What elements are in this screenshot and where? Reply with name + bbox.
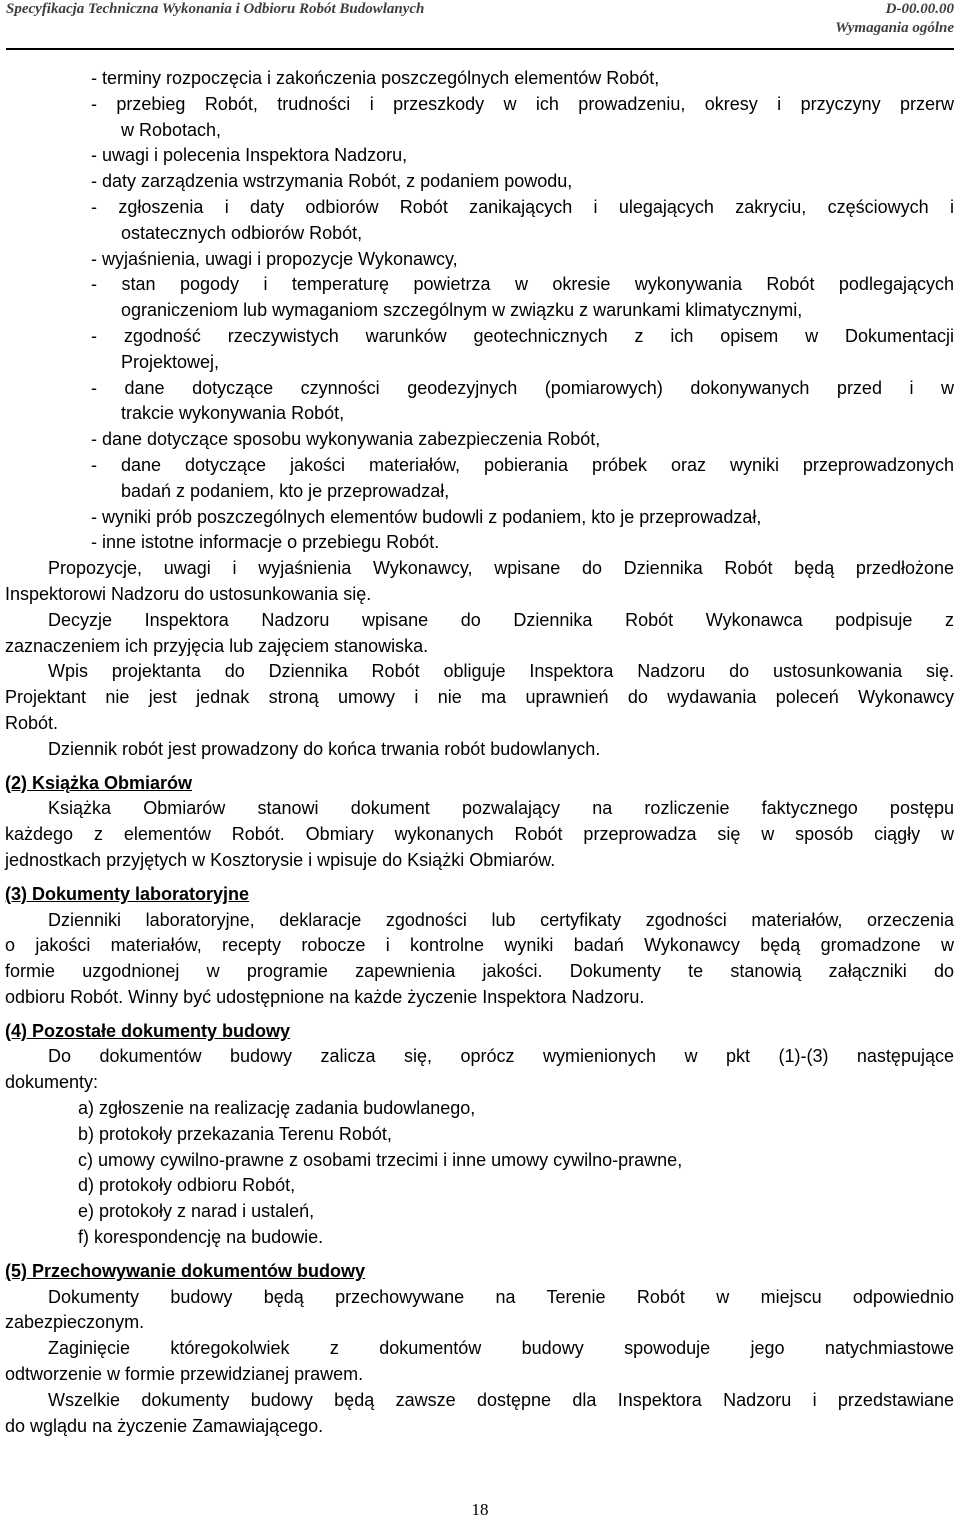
section-line: Do dokumentów budowy zalicza się, oprócz wymienionych w pkt (1)-(3) następujące — [48, 1046, 954, 1067]
section-line: odbioru Robót. Winny być udostępnione na każde życzenie Inspektora Nadzoru. — [5, 986, 645, 1007]
section-przechowywanie — [5, 1259, 954, 1440]
paragraph-line: Propozycje, uwagi i wyjaśnienia Wykonawcy, wpisane do Dziennika Robót będą przedłożone — [48, 558, 954, 579]
header-subtitle: Wymagania ogólne — [835, 20, 954, 36]
list-item: c) umowy cywilno-prawne z osobami trzecimi i inne umowy cywilno-prawne, — [78, 1149, 683, 1170]
paragraph-line: Wpis projektanta do Dziennika Robót obliguje Inspektora Nadzoru do ustosunkowania się. — [48, 661, 954, 682]
bullet-line: - zgłoszenia i daty odbiorów Robót zanikających i ulegających zakryciu, częściowych i — [91, 196, 954, 217]
bullet-line: - uwagi i polecenia Inspektora Nadzoru, — [91, 145, 408, 166]
section-heading: (5) Przechowywanie dokumentów budowy — [5, 1260, 366, 1281]
section-heading: (4) Pozostałe dokumenty budowy — [5, 1020, 291, 1041]
list-item: d) protokoły odbioru Robót, — [78, 1175, 296, 1196]
section-line: formie uzgodnionej w programie zapewnienia jakości. Dokumenty te stanowią załączniki do — [5, 961, 954, 982]
paragraph-line: Dziennik robót jest prowadzony do końca trwania robót budowlanych. — [48, 738, 601, 759]
bullet-line: - stan pogody i temperaturę powietrza w okresie wykonywania Robót podlegających — [91, 274, 954, 295]
bullet-line: - wyniki prób poszczególnych elementów budowli z podaniem, kto je przeprowadzał, — [91, 506, 762, 527]
section-line: Zaginięcie któregokolwiek z dokumentów budowy spowoduje jego natychmiastowe — [48, 1338, 954, 1359]
section-line: dokumenty: — [5, 1072, 99, 1093]
bullet-line: badań z podaniem, kto je przeprowadzał, — [121, 480, 450, 501]
bullet-line: w Robotach, — [121, 119, 222, 140]
bullet-line: - dane dotyczące sposobu wykonywania zabezpieczenia Robót, — [91, 429, 601, 450]
section-line: do wglądu na życzenie Zamawiającego. — [5, 1415, 324, 1436]
document-body — [5, 66, 954, 1439]
page-number: 18 — [471, 1500, 489, 1519]
section-pozostale-dokumenty — [5, 1019, 954, 1251]
bullet-line: ograniczeniom lub wymaganiom szczególnym w związku z warunkami klimatycznymi, — [121, 300, 803, 321]
list-item: a) zgłoszenie na realizację zadania budowlanego, — [78, 1098, 476, 1119]
section-heading: (3) Dokumenty laboratoryjne — [5, 883, 250, 904]
section-heading: (2) Książka Obmiarów — [5, 772, 193, 793]
section-dokumenty-laboratoryjne — [5, 882, 954, 1011]
paragraph-line: Decyzje Inspektora Nadzoru wpisane do Dziennika Robót Wykonawca podpisuje z — [48, 609, 954, 630]
section-line: o jakości materiałów, recepty robocze i kontrolne wyniki badań Wykonawcy będą gromadzone w — [5, 935, 954, 956]
section-line: zabezpieczonym. — [5, 1312, 145, 1333]
bullet-line: - terminy rozpoczęcia i zakończenia poszczególnych elementów Robót, — [91, 68, 660, 88]
bullet-line: trakcie wykonywania Robót, — [121, 403, 345, 424]
paragraph-line: Projektant nie jest jednak stroną umowy i nie ma uprawnień do wydawania poleceń Wykonawcy — [5, 687, 954, 708]
page-header — [6, 0, 954, 50]
bullet-line: - dane dotyczące jakości materiałów, pobierania próbek oraz wyniki przeprowadzonych — [91, 454, 954, 475]
bullet-line: - zgodność rzeczywistych warunków geotechnicznych z ich opisem w Dokumentacji — [91, 325, 954, 346]
bullet-line: ostatecznych odbiorów Robót, — [121, 222, 363, 243]
section-line: Książka Obmiarów stanowi dokument pozwalający na rozliczenie faktycznego postępu — [48, 798, 954, 819]
paragraph-line: zaznaczeniem ich przyjęcia lub zajęciem stanowiska. — [5, 635, 429, 656]
bullet-line: - dane dotyczące czynności geodezyjnych (pomiarowych) dokonywanych przed i w — [91, 377, 954, 398]
section-line: odtworzenie w formie przewidzianej prawem. — [5, 1364, 364, 1385]
section-line: jednostkach przyjętych w Kosztorysie i wpisuje do Książki Obmiarów. — [5, 849, 556, 870]
paragraph-line: Inspektorowi Nadzoru do ustosunkowania się. — [5, 583, 372, 604]
header-code: D-00.00.00 — [885, 1, 954, 17]
bullet-line: - wyjaśnienia, uwagi i propozycje Wykonawcy, — [91, 248, 458, 269]
section-line: Dzienniki laboratoryjne, deklaracje zgodności lub certyfikaty zgodności materiałów, orzeczenia — [48, 909, 954, 930]
bullet-line: - daty zarządzenia wstrzymania Robót, z podaniem powodu, — [91, 171, 573, 192]
bullet-line: - inne istotne informacje o przebiegu Robót. — [91, 532, 440, 553]
section-ksiazka-obmiarow — [5, 771, 954, 874]
bullet-line: - przebieg Robót, trudności i przeszkody w ich prowadzeniu, okresy i przyczyny przerw — [91, 93, 954, 114]
list-item: b) protokoły przekazania Terenu Robót, — [78, 1123, 392, 1144]
section-line: każdego z elementów Robót. Obmiary wykonanych Robót przeprowadza się w sposób ciągły w — [5, 824, 954, 845]
bullet-list — [5, 66, 954, 556]
paragraph-line: Robót. — [5, 712, 59, 733]
list-item: e) protokoły z narad i ustaleń, — [78, 1201, 315, 1222]
section-line: Wszelkie dokumenty budowy będą zawsze dostępne dla Inspektora Nadzoru i przedstawiane — [48, 1389, 954, 1410]
header-title: Specyfikacja Techniczna Wykonania i Odbioru Robót Budowlanych — [6, 1, 425, 17]
bullet-line: Projektowej, — [121, 351, 220, 372]
list-item: f) korespondencję na budowie. — [78, 1227, 324, 1248]
paragraphs — [5, 556, 954, 762]
section-line: Dokumenty budowy będą przechowywane na Terenie Robót w miejscu odpowiednio — [48, 1286, 954, 1307]
